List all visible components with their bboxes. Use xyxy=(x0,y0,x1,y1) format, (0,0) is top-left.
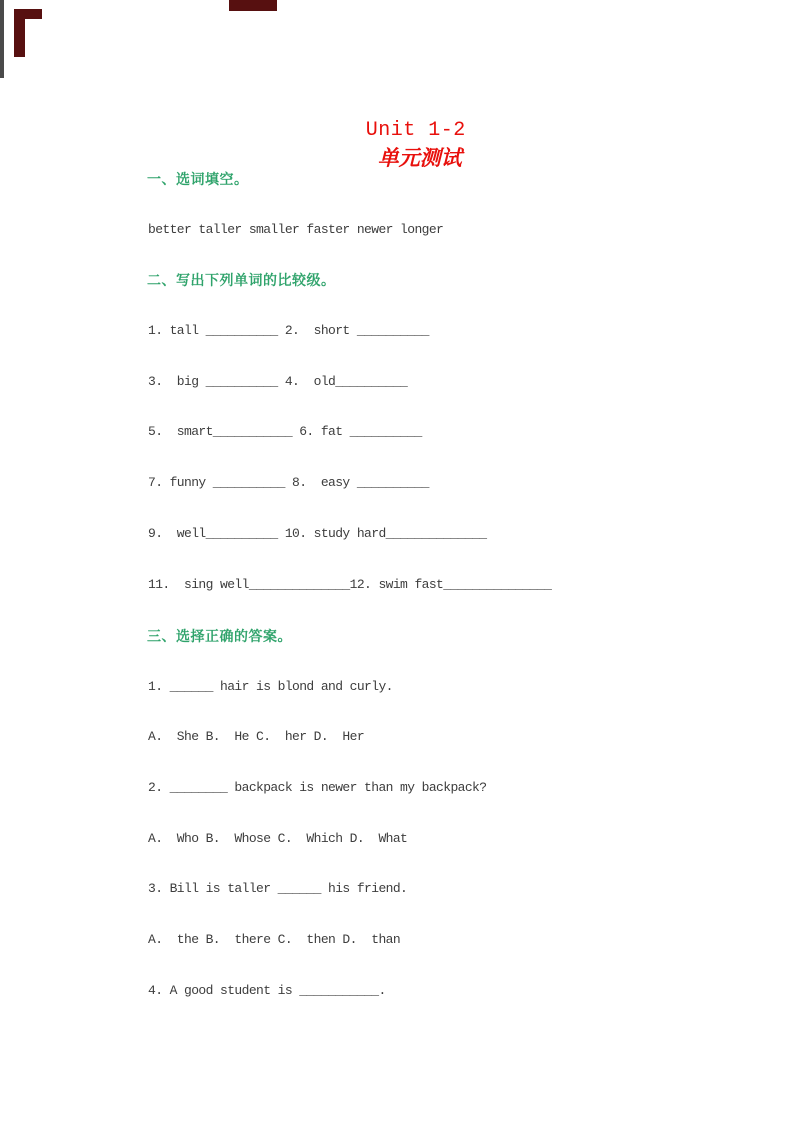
section-3-heading: 三、选择正确的答案。 xyxy=(147,629,292,645)
comparative-item-row-5: 9. well__________ 10. study hard______________ xyxy=(148,526,487,541)
page-title xyxy=(0,101,793,190)
comparative-item-row-2: 3. big __________ 4. old__________ xyxy=(148,374,408,389)
top-edge-artifact-mark xyxy=(229,0,277,11)
question-2: 2. ________ backpack is newer than my backpack? xyxy=(148,780,487,795)
question-2-options: A. Who B. Whose C. Which D. What xyxy=(148,831,408,846)
page-title-english: Unit 1-2 xyxy=(365,119,466,142)
corner-artifact-mark xyxy=(14,9,25,57)
left-edge-artifact-line xyxy=(0,0,4,78)
comparative-item-row-6: 11. sing well______________12. swim fast_______________ xyxy=(148,577,552,592)
section-2-heading: 二、写出下列单词的比较级。 xyxy=(147,273,336,289)
comparative-item-row-1: 1. tall __________ 2. short __________ xyxy=(148,323,429,338)
question-1: 1. ______ hair is blond and curly. xyxy=(148,679,393,694)
question-3: 3. Bill is taller ______ his friend. xyxy=(148,881,408,896)
comparative-item-row-4: 7. funny __________ 8. easy __________ xyxy=(148,475,429,490)
word-bank: better taller smaller faster newer longer xyxy=(148,222,444,237)
question-3-options: A. the B. there C. then D. than xyxy=(148,932,401,947)
comparative-item-row-3: 5. smart___________ 6. fat __________ xyxy=(148,424,422,439)
page-title-chinese: 单元测试 xyxy=(377,145,462,170)
section-1-heading: 一、选词填空。 xyxy=(147,172,249,188)
question-4: 4. A good student is ___________. xyxy=(148,983,386,998)
question-1-options: A. She B. He C. her D. Her xyxy=(148,729,365,744)
